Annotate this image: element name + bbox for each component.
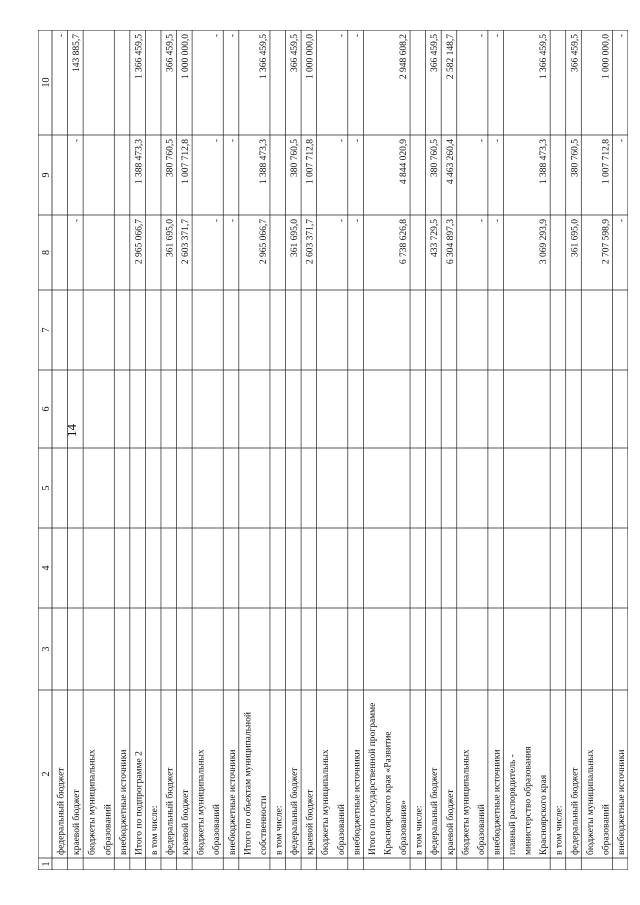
- row-value-c8: 2 965 066,7: [258, 219, 269, 265]
- row-value-c10: -: [617, 34, 627, 38]
- row-label: бюджеты муниципальных: [585, 749, 596, 855]
- row-value-c10: 2 582 148,7: [445, 34, 456, 80]
- row-label: Итого по государственной программе: [367, 702, 378, 855]
- column-number: 5: [41, 485, 52, 491]
- row-value-c10: -: [352, 34, 363, 38]
- row-label: образований: [103, 804, 114, 855]
- column-number: 9: [41, 172, 52, 178]
- row-value-c9: -: [72, 139, 83, 143]
- row-label: федеральный бюджет: [290, 767, 301, 855]
- row-label: краевой бюджет: [72, 789, 83, 855]
- row-value-c9: 4 463 260,4: [445, 139, 456, 185]
- column-number: 4: [41, 565, 52, 571]
- row-label: образования»: [399, 800, 410, 855]
- row-value-c9: 1 007 712,8: [305, 139, 316, 185]
- row-label: в том числе:: [414, 805, 425, 855]
- column-number: 6: [41, 406, 52, 412]
- column-number: 2: [41, 771, 52, 777]
- row-value-c10: -: [212, 34, 223, 38]
- row-label: образований: [212, 804, 223, 855]
- row-value-c10: 1 000 000,0: [305, 34, 316, 80]
- row-label: федеральный бюджет: [165, 767, 176, 855]
- row-value-c10: 366 459,5: [165, 34, 176, 72]
- row-label: внебюджетные источники: [227, 749, 238, 855]
- row-label: Итого по объектам муниципальной: [243, 712, 254, 855]
- row-value-c8: -: [617, 219, 627, 223]
- row-value-c10: 143 885,7: [72, 34, 83, 72]
- row-label: в том числе:: [274, 805, 285, 855]
- column-number: 7: [41, 327, 52, 333]
- budget-table: [38, 30, 628, 870]
- rotated-table: [38, 30, 628, 870]
- row-value-c10: 1 366 459,5: [539, 34, 550, 80]
- row-value-c9: -: [227, 139, 238, 143]
- row-label: краевой бюджет: [181, 789, 192, 855]
- row-value-c8: -: [476, 219, 487, 223]
- row-value-c8: 433 729,5: [430, 219, 441, 257]
- page-number: 14: [64, 424, 79, 437]
- row-value-c10: -: [227, 34, 238, 38]
- row-value-c10: 366 459,5: [430, 34, 441, 72]
- row-label: образований: [476, 804, 487, 855]
- row-label: Красноярского края «Развитие: [383, 731, 394, 855]
- row-value-c9: -: [476, 139, 487, 143]
- row-value-c8: 361 695,0: [570, 219, 581, 257]
- row-value-c9: 1 388 473,3: [134, 139, 145, 185]
- row-value-c9: 380 760,5: [290, 139, 301, 177]
- row-value-c9: 1 388 473,3: [539, 139, 550, 185]
- row-value-c10: 366 459,5: [290, 34, 301, 72]
- row-value-c8: -: [227, 219, 238, 223]
- row-label: главный распорядитель -: [508, 754, 519, 855]
- row-value-c8: 2 603 371,7: [305, 219, 316, 265]
- row-value-c9: 380 760,5: [165, 139, 176, 177]
- row-value-c10: -: [492, 34, 503, 38]
- row-value-c10: 1 000 000,0: [601, 34, 612, 80]
- row-label: краевой бюджет: [305, 789, 316, 855]
- row-value-c8: 361 695,0: [290, 219, 301, 257]
- row-value-c10: 366 459,5: [570, 34, 581, 72]
- row-value-c9: 1 007 712,8: [601, 139, 612, 185]
- row-label: внебюджетные источники: [617, 749, 627, 855]
- row-value-c10: -: [56, 34, 67, 38]
- row-value-c10: 1 366 459,5: [134, 34, 145, 80]
- row-label: внебюджетные источники: [492, 749, 503, 855]
- row-value-c9: 1 007 712,8: [181, 139, 192, 185]
- row-value-c9: -: [212, 139, 223, 143]
- row-value-c8: -: [352, 219, 363, 223]
- row-value-c10: -: [336, 34, 347, 38]
- row-value-c8: -: [336, 219, 347, 223]
- row-value-c8: -: [492, 219, 503, 223]
- row-value-c8: 2 965 066,7: [134, 219, 145, 265]
- row-value-c8: 6 738 626,8: [399, 219, 410, 265]
- row-label: внебюджетные источники: [118, 749, 129, 855]
- row-value-c10: 1 000 000,0: [181, 34, 192, 80]
- row-label: краевой бюджет: [445, 789, 456, 855]
- row-value-c8: 3 069 293,9: [539, 219, 550, 265]
- row-label: федеральный бюджет: [570, 767, 581, 855]
- row-value-c8: 6 304 897,3: [445, 219, 456, 265]
- row-label: бюджеты муниципальных: [321, 749, 332, 855]
- row-value-c9: -: [617, 139, 627, 143]
- row-value-c8: -: [212, 219, 223, 223]
- row-label: образований: [601, 804, 612, 855]
- row-value-c10: -: [476, 34, 487, 38]
- column-number: 1: [41, 861, 52, 867]
- row-label: бюджеты муниципальных: [196, 749, 207, 855]
- row-value-c8: 2 707 598,9: [601, 219, 612, 265]
- row-value-c10: 2 948 608,2: [399, 34, 410, 80]
- row-label: в том числе:: [554, 805, 565, 855]
- row-label: федеральный бюджет: [56, 767, 67, 855]
- column-number: 3: [41, 646, 52, 652]
- row-value-c9: 4 844 020,9: [399, 139, 410, 185]
- row-value-c8: 2 603 371,7: [181, 219, 192, 265]
- column-number: 8: [41, 250, 52, 255]
- row-value-c9: 380 760,5: [570, 139, 581, 177]
- row-label: бюджеты муниципальных: [87, 749, 98, 855]
- row-label: в том числе:: [149, 805, 160, 855]
- row-value-c9: 1 388 473,3: [258, 139, 269, 185]
- row-value-c8: -: [72, 219, 83, 223]
- row-label: Красноярского края: [539, 774, 550, 855]
- row-label: бюджеты муниципальных: [461, 749, 472, 855]
- row-label: собственности: [258, 795, 269, 855]
- row-value-c9: -: [492, 139, 503, 143]
- row-label: внебюджетные источники: [352, 749, 363, 855]
- column-number: 10: [41, 77, 52, 88]
- row-value-c8: 361 695,0: [165, 219, 176, 257]
- row-label: Итого по подпрограмме 2: [134, 751, 145, 855]
- row-label: образований: [336, 804, 347, 855]
- row-value-c9: -: [336, 139, 347, 143]
- row-label: министерство образования: [523, 746, 534, 855]
- row-value-c10: 1 366 459,5: [258, 34, 269, 80]
- row-value-c9: -: [352, 139, 363, 143]
- row-value-c9: 380 760,5: [430, 139, 441, 177]
- row-label: федеральный бюджет: [430, 767, 441, 855]
